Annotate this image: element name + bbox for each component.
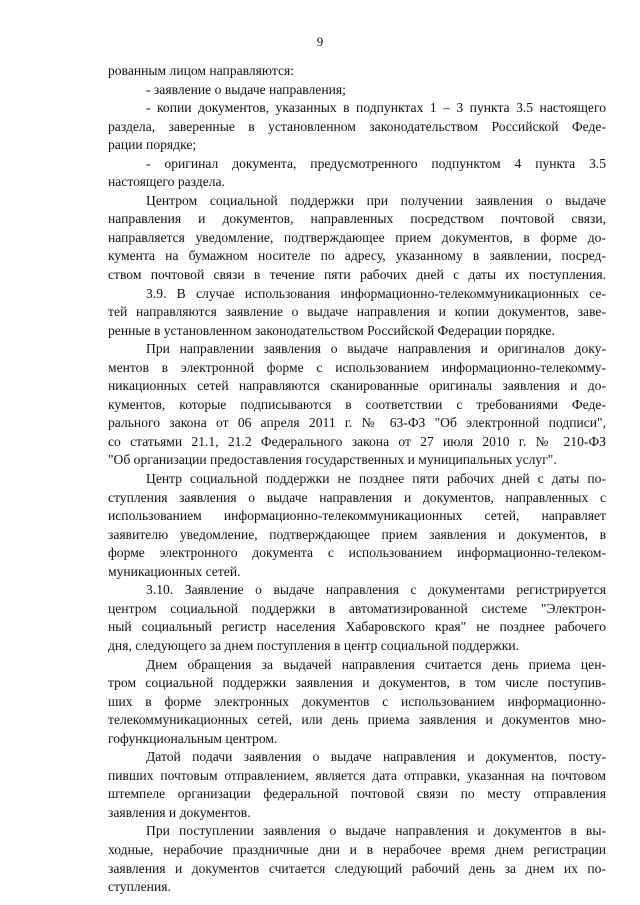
text-line: 3.9. В случае использования информационно-телекоммуникационных се- [146,285,606,301]
text-line: гофункциональным центром. [108,730,278,746]
text-line: Днем обращения за выдачей направления считается день приема цен- [146,656,606,672]
text-line: раздела, заверенные в установленном законодательством Российской Феде- [108,118,606,134]
text-line: настоящего раздела. [108,174,225,190]
text-line: со статьями 21.1, 21.2 Федерального закона от 27 июля 2010 г. № 210-ФЗ [108,433,606,449]
text-line: ступления. [108,879,171,895]
text-line: тей направляются заявление о выдаче направления и копии документов, заве- [108,304,606,320]
text-line: ших в форме электронных документов с использованием информационно- [108,693,606,709]
text-line: пивших почтовым отправлением, является дата отправки, указанная на почтовом [108,767,606,783]
text-line: Центром социальной поддержки при получении заявления о выдаче [146,192,606,208]
text-line: Центр социальной поддержки не позднее пяти рабочих дней с даты по- [146,471,606,487]
text-line: тром социальной поддержки заявления и документов, в том числе поступив- [108,675,606,691]
text-line: центром социальной поддержки в автоматизированной системе "Электрон- [108,600,606,616]
text-line: ный социальный регистр населения Хабаровского края" не позднее рабочего [108,619,606,635]
text-line: "Об организации предоставления государственных и муниципальных услуг". [108,452,557,468]
text-line: ментов в электронной форме с использованием информационно-телекомму- [108,359,606,375]
text-line: никационных сетей направляются сканированные оригиналы заявления и до- [108,378,606,394]
text-line: ходные, нерабочие праздничные дни и в нерабочее время днем регистрации [108,841,606,857]
text-line: заявления и документов. [108,804,251,820]
text-line: - оригинал документа, предусмотренного подпунктом 4 пункта 3.5 [146,155,606,171]
text-line: ступления заявления о выдаче направления и документов, направленных с [108,489,606,505]
text-line: заявителю уведомление, подтверждающее прием заявления и документов, в [108,526,606,542]
text-line: направляется уведомление, подтверждающее прием документов, в форме до- [108,229,606,245]
text-line: кумента на бумажном носителе по адресу, указанному в заявлении, посред- [108,248,606,264]
text-line: 3.10. Заявление о выдаче направления с документами регистрируется [146,582,606,598]
text-line: муникационных сетей. [108,563,241,579]
text-line: ренные в установленном законодательством Российской Федерации порядке. [108,322,555,338]
text-line: ством почтовой связи в течение пяти рабочих дней с даты их поступления. [108,267,606,283]
text-line: рованным лицом направляются: [108,63,295,78]
text-line: использованием информационно-телекоммуникационных сетей, направляет [108,508,606,524]
text-line: дня, следующего за днем поступления в центр социальной поддержки. [108,637,520,653]
text-line: Датой подачи заявления о выдаче направления и документов, посту- [146,749,606,765]
text-line: кументов, которые подписываются в соответствии с требованиями Феде- [108,396,606,412]
text-line: рального закона от 06 апреля 2011 г. № 63-ФЗ "Об электронной подписи", [108,415,606,431]
text-line: заявления и документов считается следующий рабочий день за днем их по- [108,860,606,876]
document-body [108,62,606,897]
text-line: - копии документов, указанных в подпунктах 1 – 3 пункта 3.5 настоящего [146,100,606,116]
text-line: При направлении заявления о выдаче направления и оригиналов доку- [146,341,606,357]
text-line: форме электронного документа с использованием информационно-телеком- [108,545,606,561]
text-line: рации порядке; [108,137,197,153]
text-line: телекоммуникационных сетей, или день приема заявления и документов мно- [108,712,606,728]
text-line: направления и документов, направленных посредством почтовой связи, [108,211,606,227]
text-line: - заявление о выдаче направления; [146,81,346,97]
page-number: 9 [316,34,324,49]
text-line: При поступлении заявления о выдаче направления и документов в вы- [146,823,606,839]
text-line: штемпеле организации федеральной почтовой связи по месту отправления [108,786,606,802]
